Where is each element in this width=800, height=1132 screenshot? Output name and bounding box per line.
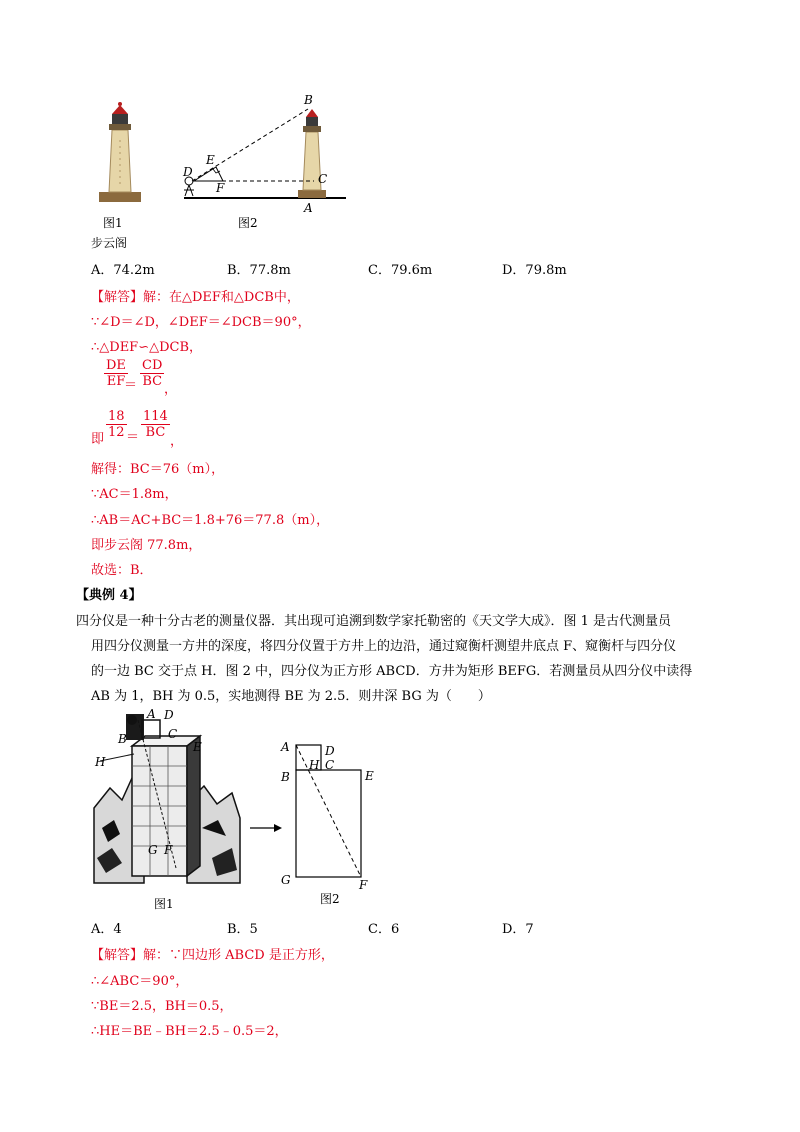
quadrant-geometry-figure [275,737,385,892]
option-c: C．79.6m [368,263,433,278]
example4-fig2-caption: 图2 [320,892,340,906]
comma-2: ， [170,434,184,449]
fig2-label-C: C [325,758,335,772]
label-D: D [183,165,193,179]
equals-sign-1: ＝ [124,378,138,393]
lighthouse-figure-1 [95,100,145,205]
option-d: D．79.8m [502,263,567,278]
solution4-line-2: ∴∠ABC＝90°， [91,974,189,989]
fig2-label-F: F [359,878,368,892]
comma-1: ， [164,382,178,397]
option-a: A．74.2m [91,263,155,278]
fig1-label-C: C [168,727,178,741]
solution4-line-4: ∴HE＝BE﹣BH＝2.5﹣0.5＝2， [91,1024,288,1039]
solution-line-1: 【解答】解：在△DEF和△DCB中， [91,290,300,305]
solution-line-6: 解得：BC＝76（m）， [91,462,225,477]
lighthouse-figure-2 [180,92,350,217]
fig1-subcaption: 步云阁 [91,236,128,250]
equals-sign-2: ＝ [126,430,140,445]
fraction-cd-bc: $\frac{CD}{BC}$ [142,358,163,389]
solution-line-9: 即步云阁 77.8m， [91,538,202,553]
option-b: B．77.8m [227,263,291,278]
solution-line-5-prefix: 即 [91,432,105,447]
fig2-label-E: E [365,769,374,783]
solution-line-3: ∴△DEF∽△DCB， [91,340,203,355]
quadrant-woodcut-figure [92,708,242,893]
example4-fig1-caption: 图1 [154,897,174,911]
fig1-label-A: A [147,708,156,721]
fraction-18-12: $\frac{18}{12}$ [108,409,125,440]
option-a-4: A．4 [91,922,122,937]
fig1-label-B: B [118,732,127,746]
option-b-4: B．5 [227,922,258,937]
problem-line-2: 用四分仪测量一方井的深度，将四分仪置于方井上的边沿，通过窥衡杆测望井底点 F、窥衡杆与四分仪 [91,639,677,654]
fraction-114-bc: $\frac{114}{BC}$ [143,409,168,440]
fig1-label-F: F [164,843,173,857]
fig1-label-G: G [148,843,158,857]
solution-line-8: ∴AB＝AC+BC＝1.8+76＝77.8（m）， [91,513,330,528]
fig1-caption: 图1 [103,216,123,230]
problem-line-3: 的一边 BC 交于点 H．图 2 中，四分仪为正方形 ABCD．方井为矩形 BEFG．若测量员从四分仪中读得 [91,664,693,679]
label-B: B [304,93,313,107]
label-A: A [304,201,313,215]
problem-line-1: 四分仪是一种十分古老的测量仪器．其出现可追溯到数学家托勒密的《天文学大成》．图 1 是古代测量员 [76,614,672,629]
solution4-line-1: 【解答】解：∵四边形 ABCD 是正方形， [91,948,334,963]
fig2-label-G: G [281,873,291,887]
option-d-4: D．7 [502,922,534,937]
fraction-de-ef: $\frac{DE}{EF}$ [106,358,126,389]
example-4-heading: 【典例 4】 [76,588,142,603]
label-E: E [206,153,215,167]
fig1-label-D: D [164,708,174,722]
label-F: F [216,181,225,195]
solution4-line-3: ∵BE＝2.5，BH＝0.5， [91,999,233,1014]
solution-line-2: ∵∠D＝∠D，∠DEF＝∠DCB＝90°， [91,315,311,330]
option-c-4: C．6 [368,922,400,937]
fig1-label-H: H [95,755,106,769]
label-C: C [318,172,328,186]
fig2-label-H: H [309,758,320,772]
fig2-label-D: D [325,744,335,758]
fig2-label-B: B [281,770,290,784]
fig2-label-A: A [281,740,290,754]
fig2-caption: 图2 [238,216,258,230]
solution-line-7: ∵AC＝1.8m， [91,487,178,502]
solution-line-10: 故选：B． [91,563,153,578]
problem-line-4: AB 为 1，BH 为 0.5，实地测得 BE 为 2.5．则井深 BG 为（ ） [91,689,491,704]
fig1-label-E: E [193,740,202,754]
